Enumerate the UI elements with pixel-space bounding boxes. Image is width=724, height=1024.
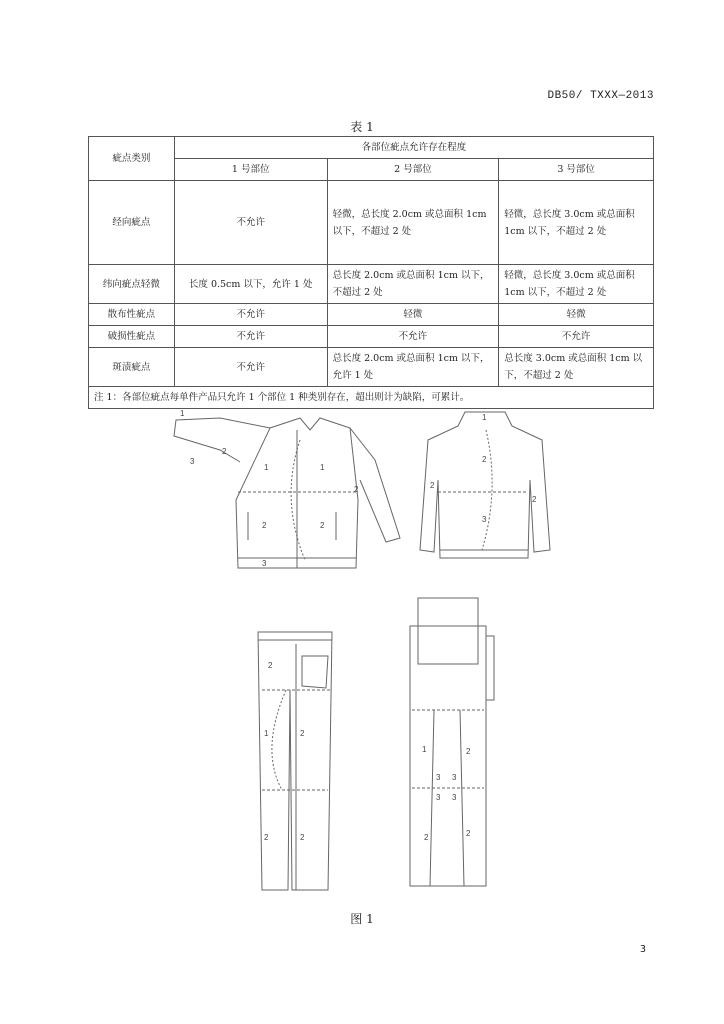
region-label: 1 (320, 463, 325, 472)
region-label: 2 (482, 455, 487, 464)
cell-part-2: 不允许 (327, 326, 499, 348)
cell-part-1: 不允许 (174, 181, 327, 265)
region-label: 1 (422, 745, 427, 754)
header-part-3: 3 号部位 (499, 159, 654, 181)
region-label: 3 (262, 559, 267, 568)
region-label: 2 (466, 829, 471, 838)
header-category: 疵点类别 (89, 137, 175, 181)
table-note: 注 1：各部位疵点每单件产品只允许 1 个部位 1 种类别存在，超出则计为缺陷，可累计。 (89, 387, 654, 409)
row-category: 纬向疵点轻微 (89, 265, 175, 304)
region-label: 3 (452, 793, 457, 802)
region-label: 2 (354, 485, 359, 494)
row-category: 经向疵点 (89, 181, 175, 265)
jacket-back-drawing (420, 412, 550, 558)
table-caption: 表 1 (350, 120, 374, 134)
region-label: 2 (430, 481, 435, 490)
row-category: 斑渍疵点 (89, 348, 175, 387)
jacket-front-drawing (174, 418, 400, 568)
table-row (89, 304, 654, 326)
region-label: 3 (482, 515, 487, 524)
header-part-1: 1 号部位 (174, 159, 327, 181)
region-label: 2 (532, 495, 537, 504)
cell-part-2: 总长度 2.0cm 或总面积 1cm 以下，允许 1 处 (327, 348, 499, 387)
region-label: 2 (222, 447, 227, 456)
table-header-row (89, 137, 654, 159)
region-label: 3 (190, 457, 195, 466)
cell-part-3: 轻微，总长度 3.0cm 或总面积 1cm 以下，不超过 2 处 (499, 181, 654, 265)
region-label: 2 (300, 729, 305, 738)
region-label: 1 (482, 413, 487, 422)
region-label: 2 (320, 521, 325, 530)
region-label: 3 (452, 773, 457, 782)
region-label: 2 (424, 833, 429, 842)
table-row (89, 326, 654, 348)
region-label: 2 (262, 521, 267, 530)
header-group: 各部位疵点允许存在程度 (174, 137, 653, 159)
cell-part-3: 总长度 3.0cm 或总面积 1cm 以下，不超过 2 处 (499, 348, 654, 387)
trousers-front-drawing (258, 632, 332, 890)
header-part-2: 2 号部位 (327, 159, 499, 181)
document-code: DB50/ TXXX—2013 (547, 90, 654, 102)
row-category: 散布性疵点 (89, 304, 175, 326)
cell-part-1: 不允许 (174, 348, 327, 387)
region-label: 3 (436, 793, 441, 802)
page-number: 3 (639, 944, 646, 955)
table-row (89, 265, 654, 304)
region-label: 2 (268, 661, 273, 670)
region-label: 3 (436, 773, 441, 782)
table-row (89, 348, 654, 387)
trousers-side-drawing (410, 598, 494, 886)
cell-part-2: 轻微，总长度 2.0cm 或总面积 1cm 以下，不超过 2 处 (327, 181, 499, 265)
region-label: 1 (180, 409, 185, 418)
table-row (89, 181, 654, 265)
cell-part-3: 轻微，总长度 3.0cm 或总面积 1cm 以下，不超过 2 处 (499, 265, 654, 304)
region-label: 2 (264, 833, 269, 842)
region-label: 2 (300, 833, 305, 842)
garment-diagram (160, 400, 580, 905)
region-label: 1 (264, 729, 269, 738)
cell-part-3: 轻微 (499, 304, 654, 326)
figure-caption: 图 1 (350, 912, 374, 926)
row-category: 破损性疵点 (89, 326, 175, 348)
cell-part-2: 总长度 2.0cm 或总面积 1cm 以下，不超过 2 处 (327, 265, 499, 304)
region-label: 2 (466, 747, 471, 756)
defect-table (88, 136, 654, 409)
cell-part-3: 不允许 (499, 326, 654, 348)
cell-part-1: 不允许 (174, 326, 327, 348)
region-label: 1 (264, 463, 269, 472)
cell-part-1: 长度 0.5cm 以下，允许 1 处 (174, 265, 327, 304)
cell-part-1: 不允许 (174, 304, 327, 326)
cell-part-2: 轻微 (327, 304, 499, 326)
